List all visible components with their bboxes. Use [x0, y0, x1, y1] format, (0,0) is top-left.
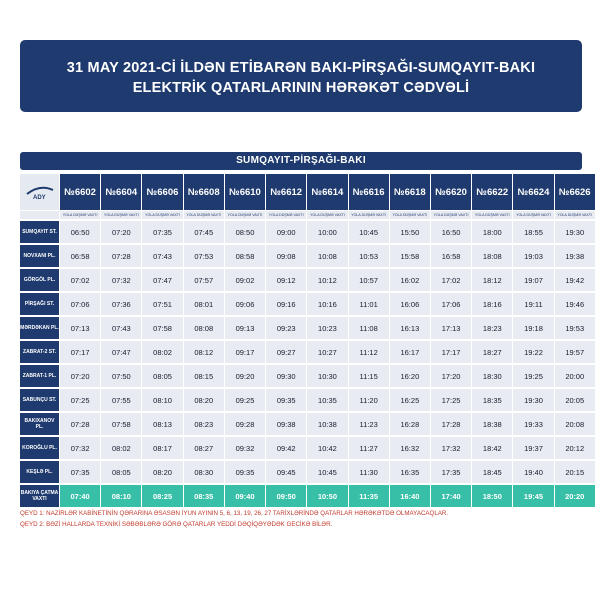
- train-number: №6608: [184, 174, 224, 210]
- time-cell: 19:30: [513, 389, 553, 411]
- time-cell: 10:30: [307, 365, 347, 387]
- time-cell: 07:36: [101, 293, 141, 315]
- time-cell: 11:30: [349, 461, 389, 483]
- time-cell: 19:22: [513, 341, 553, 363]
- time-cell: 09:02: [225, 269, 265, 291]
- time-cell: 09:35: [225, 461, 265, 483]
- time-cell: 08:27: [184, 437, 224, 459]
- train-number: №6612: [266, 174, 306, 210]
- time-cell: 10:53: [349, 245, 389, 267]
- time-cell: 17:02: [431, 269, 471, 291]
- time-cell: 07:06: [60, 293, 100, 315]
- time-cell: 07:50: [101, 365, 141, 387]
- note-1: QEYD 1: NAZİRLƏR KABİNETİNİN QƏRARINA ƏSASƏN İYUN AYININ 5, 6, 13, 19, 26, 27 TARİXLƏRİNDƏ QATARLAR HƏRƏKƏTDƏ OLMAYACAQLAR.: [20, 510, 449, 517]
- time-cell: 08:17: [142, 437, 182, 459]
- time-cell: 19:18: [513, 317, 553, 339]
- time-cell: 07:02: [60, 269, 100, 291]
- departure-time-label: YOLA DÜŞMƏ VAXTI: [349, 211, 389, 219]
- title-banner: [20, 40, 582, 112]
- departure-time-label: YOLA DÜŞMƏ VAXTI: [390, 211, 430, 219]
- station-name: SUMQAYIT ST.: [20, 221, 59, 243]
- train-number: №6606: [142, 174, 182, 210]
- time-cell: 18:55: [513, 221, 553, 243]
- time-cell: 08:02: [101, 437, 141, 459]
- train-number: №6626: [555, 174, 595, 210]
- time-cell: 07:32: [101, 269, 141, 291]
- time-cell: 08:13: [142, 413, 182, 435]
- notes: [20, 508, 582, 530]
- time-cell: 19:37: [513, 437, 553, 459]
- time-cell: 07:20: [101, 221, 141, 243]
- timetable-grid: [20, 174, 593, 507]
- time-cell: 08:50: [225, 221, 265, 243]
- time-cell: 18:38: [472, 413, 512, 435]
- ady-logo-text: ADY: [32, 195, 46, 201]
- time-cell: 09:32: [225, 437, 265, 459]
- ady-logo: [20, 174, 59, 210]
- time-cell: 09:45: [266, 461, 306, 483]
- time-cell: 18:35: [472, 389, 512, 411]
- station-name: KEŞLƏ PL.: [20, 461, 59, 483]
- time-cell: 19:33: [513, 413, 553, 435]
- time-cell: 10:16: [307, 293, 347, 315]
- route-title: SUMQAYIT-PİRŞAĞI-BAKI: [20, 152, 582, 170]
- station-name: KOROĞLU PL.: [20, 437, 59, 459]
- time-cell: 07:35: [60, 461, 100, 483]
- time-cell: 11:27: [349, 437, 389, 459]
- time-cell: 17:13: [431, 317, 471, 339]
- station-name: ZABRAT-1 PL.: [20, 365, 59, 387]
- time-cell: 18:00: [472, 221, 512, 243]
- time-cell: 09:20: [225, 365, 265, 387]
- train-number: №6622: [472, 174, 512, 210]
- time-cell: 09:16: [266, 293, 306, 315]
- time-cell: 08:01: [184, 293, 224, 315]
- time-cell: 18:45: [472, 461, 512, 483]
- subheader-blank: [20, 211, 59, 219]
- station-name: SABUNÇU ST.: [20, 389, 59, 411]
- time-cell: 10:08: [307, 245, 347, 267]
- arrival-time-cell: 07:40: [60, 485, 100, 507]
- station-name: GÖRGÖL PL.: [20, 269, 59, 291]
- time-cell: 08:20: [142, 461, 182, 483]
- departure-time-label: YOLA DÜŞMƏ VAXTI: [225, 211, 265, 219]
- station-name: PİRŞAĞI ST.: [20, 293, 59, 315]
- time-cell: 19:11: [513, 293, 553, 315]
- time-cell: 09:30: [266, 365, 306, 387]
- time-cell: 07:35: [142, 221, 182, 243]
- time-cell: 08:02: [142, 341, 182, 363]
- time-cell: 09:25: [225, 389, 265, 411]
- time-cell: 07:57: [184, 269, 224, 291]
- time-cell: 09:23: [266, 317, 306, 339]
- time-cell: 07:28: [101, 245, 141, 267]
- time-cell: 11:12: [349, 341, 389, 363]
- time-cell: 16:28: [390, 413, 430, 435]
- arrival-time-cell: 18:50: [472, 485, 512, 507]
- time-cell: 19:57: [555, 341, 595, 363]
- arrival-time-cell: 11:35: [349, 485, 389, 507]
- time-cell: 16:06: [390, 293, 430, 315]
- time-cell: 07:47: [101, 341, 141, 363]
- time-cell: 07:32: [60, 437, 100, 459]
- time-cell: 07:58: [142, 317, 182, 339]
- time-cell: 18:16: [472, 293, 512, 315]
- departure-time-label: YOLA DÜŞMƏ VAXTI: [555, 211, 595, 219]
- station-name: MƏRDƏKAN PL.: [20, 317, 59, 339]
- time-cell: 07:20: [60, 365, 100, 387]
- time-cell: 07:43: [142, 245, 182, 267]
- time-cell: 15:50: [390, 221, 430, 243]
- time-cell: 19:42: [555, 269, 595, 291]
- departure-time-label: YOLA DÜŞMƏ VAXTI: [101, 211, 141, 219]
- time-cell: 06:58: [60, 245, 100, 267]
- time-cell: 07:47: [142, 269, 182, 291]
- time-cell: 16:50: [431, 221, 471, 243]
- arrival-time-cell: 09:40: [225, 485, 265, 507]
- time-cell: 19:53: [555, 317, 595, 339]
- time-cell: 10:42: [307, 437, 347, 459]
- time-cell: 18:23: [472, 317, 512, 339]
- time-cell: 17:35: [431, 461, 471, 483]
- time-cell: 07:51: [142, 293, 182, 315]
- title-line-1: 31 MAY 2021-Cİ İLDƏN ETİBARƏN BAKI-PİRŞAĞI-SUMQAYIT-BAKI: [66, 60, 536, 76]
- note-2: QEYD 2: BƏZİ HALLARDA TEXNİKİ SƏBƏBLƏRƏ GÖRƏ QATARLAR YEDDİ DƏQİQƏYƏDƏK GECİKƏ BİLƏR.: [20, 521, 333, 528]
- time-cell: 16:02: [390, 269, 430, 291]
- time-cell: 16:32: [390, 437, 430, 459]
- time-cell: 17:25: [431, 389, 471, 411]
- time-cell: 18:30: [472, 365, 512, 387]
- time-cell: 07:58: [101, 413, 141, 435]
- time-cell: 11:23: [349, 413, 389, 435]
- time-cell: 10:45: [349, 221, 389, 243]
- time-cell: 16:17: [390, 341, 430, 363]
- arrival-time-cell: 09:50: [266, 485, 306, 507]
- time-cell: 10:35: [307, 389, 347, 411]
- train-number: №6618: [390, 174, 430, 210]
- time-cell: 09:06: [225, 293, 265, 315]
- arrival-time-cell: 08:35: [184, 485, 224, 507]
- time-cell: 08:12: [184, 341, 224, 363]
- time-cell: 09:17: [225, 341, 265, 363]
- time-cell: 07:55: [101, 389, 141, 411]
- train-number: №6610: [225, 174, 265, 210]
- time-cell: 16:25: [390, 389, 430, 411]
- time-cell: 19:46: [555, 293, 595, 315]
- time-cell: 09:12: [266, 269, 306, 291]
- time-cell: 10:57: [349, 269, 389, 291]
- arrival-time-cell: 20:20: [555, 485, 595, 507]
- arrival-time-cell: 08:10: [101, 485, 141, 507]
- departure-time-label: YOLA DÜŞMƏ VAXTI: [472, 211, 512, 219]
- time-cell: 07:17: [60, 341, 100, 363]
- time-cell: 20:05: [555, 389, 595, 411]
- departure-time-label: YOLA DÜŞMƏ VAXTI: [184, 211, 224, 219]
- time-cell: 09:42: [266, 437, 306, 459]
- time-cell: 11:01: [349, 293, 389, 315]
- arrival-time-cell: 19:45: [513, 485, 553, 507]
- station-name: ZABRAT-2 ST.: [20, 341, 59, 363]
- time-cell: 10:38: [307, 413, 347, 435]
- train-number: №6620: [431, 174, 471, 210]
- time-cell: 08:15: [184, 365, 224, 387]
- time-cell: 07:13: [60, 317, 100, 339]
- departure-time-label: YOLA DÜŞMƏ VAXTI: [60, 211, 100, 219]
- time-cell: 06:50: [60, 221, 100, 243]
- time-cell: 08:08: [184, 317, 224, 339]
- time-cell: 17:17: [431, 341, 471, 363]
- train-number: №6616: [349, 174, 389, 210]
- time-cell: 19:38: [555, 245, 595, 267]
- time-cell: 08:20: [184, 389, 224, 411]
- time-cell: 19:25: [513, 365, 553, 387]
- train-number: №6624: [513, 174, 553, 210]
- station-name: BAKIXANOV PL.: [20, 413, 59, 435]
- arrival-time-cell: 17:40: [431, 485, 471, 507]
- title-line-2: ELEKTRİK QATARLARININ HƏRƏKƏT CƏDVƏLİ: [132, 80, 470, 96]
- time-cell: 09:27: [266, 341, 306, 363]
- time-cell: 20:00: [555, 365, 595, 387]
- time-cell: 17:28: [431, 413, 471, 435]
- time-cell: 11:08: [349, 317, 389, 339]
- time-cell: 16:35: [390, 461, 430, 483]
- time-cell: 16:58: [431, 245, 471, 267]
- time-cell: 19:03: [513, 245, 553, 267]
- time-cell: 07:53: [184, 245, 224, 267]
- time-cell: 07:43: [101, 317, 141, 339]
- time-cell: 15:58: [390, 245, 430, 267]
- time-cell: 07:28: [60, 413, 100, 435]
- time-cell: 17:06: [431, 293, 471, 315]
- time-cell: 19:30: [555, 221, 595, 243]
- time-cell: 08:58: [225, 245, 265, 267]
- time-cell: 09:13: [225, 317, 265, 339]
- time-cell: 20:15: [555, 461, 595, 483]
- time-cell: 08:10: [142, 389, 182, 411]
- time-cell: 10:45: [307, 461, 347, 483]
- time-cell: 18:08: [472, 245, 512, 267]
- time-cell: 18:42: [472, 437, 512, 459]
- time-cell: 16:13: [390, 317, 430, 339]
- arrival-time-cell: 08:25: [142, 485, 182, 507]
- departure-time-label: YOLA DÜŞMƏ VAXTI: [266, 211, 306, 219]
- departure-time-label: YOLA DÜŞMƏ VAXTI: [513, 211, 553, 219]
- time-cell: 17:20: [431, 365, 471, 387]
- train-number: №6604: [101, 174, 141, 210]
- time-cell: 07:25: [60, 389, 100, 411]
- departure-time-label: YOLA DÜŞMƏ VAXTI: [142, 211, 182, 219]
- time-cell: 09:08: [266, 245, 306, 267]
- time-cell: 11:20: [349, 389, 389, 411]
- time-cell: 09:28: [225, 413, 265, 435]
- departure-time-label: YOLA DÜŞMƏ VAXTI: [307, 211, 347, 219]
- time-cell: 09:38: [266, 413, 306, 435]
- arrival-time-cell: 10:50: [307, 485, 347, 507]
- time-cell: 20:12: [555, 437, 595, 459]
- time-cell: 10:12: [307, 269, 347, 291]
- time-cell: 18:12: [472, 269, 512, 291]
- time-cell: 19:40: [513, 461, 553, 483]
- time-cell: 08:30: [184, 461, 224, 483]
- time-cell: 20:08: [555, 413, 595, 435]
- time-cell: 08:05: [142, 365, 182, 387]
- time-cell: 08:05: [101, 461, 141, 483]
- time-cell: 07:45: [184, 221, 224, 243]
- time-cell: 10:23: [307, 317, 347, 339]
- time-cell: 11:15: [349, 365, 389, 387]
- train-number: №6614: [307, 174, 347, 210]
- time-cell: 09:35: [266, 389, 306, 411]
- time-cell: 18:27: [472, 341, 512, 363]
- departure-time-label: YOLA DÜŞMƏ VAXTI: [431, 211, 471, 219]
- train-number: №6602: [60, 174, 100, 210]
- time-cell: 08:23: [184, 413, 224, 435]
- station-name: NOVXANI PL.: [20, 245, 59, 267]
- arrival-label: BAKIYA ÇATMA VAXTI: [20, 485, 59, 507]
- time-cell: 10:00: [307, 221, 347, 243]
- time-cell: 09:00: [266, 221, 306, 243]
- time-cell: 16:20: [390, 365, 430, 387]
- ady-logo-icon: [25, 182, 55, 202]
- arrival-time-cell: 16:40: [390, 485, 430, 507]
- time-cell: 10:27: [307, 341, 347, 363]
- time-cell: 19:07: [513, 269, 553, 291]
- time-cell: 17:32: [431, 437, 471, 459]
